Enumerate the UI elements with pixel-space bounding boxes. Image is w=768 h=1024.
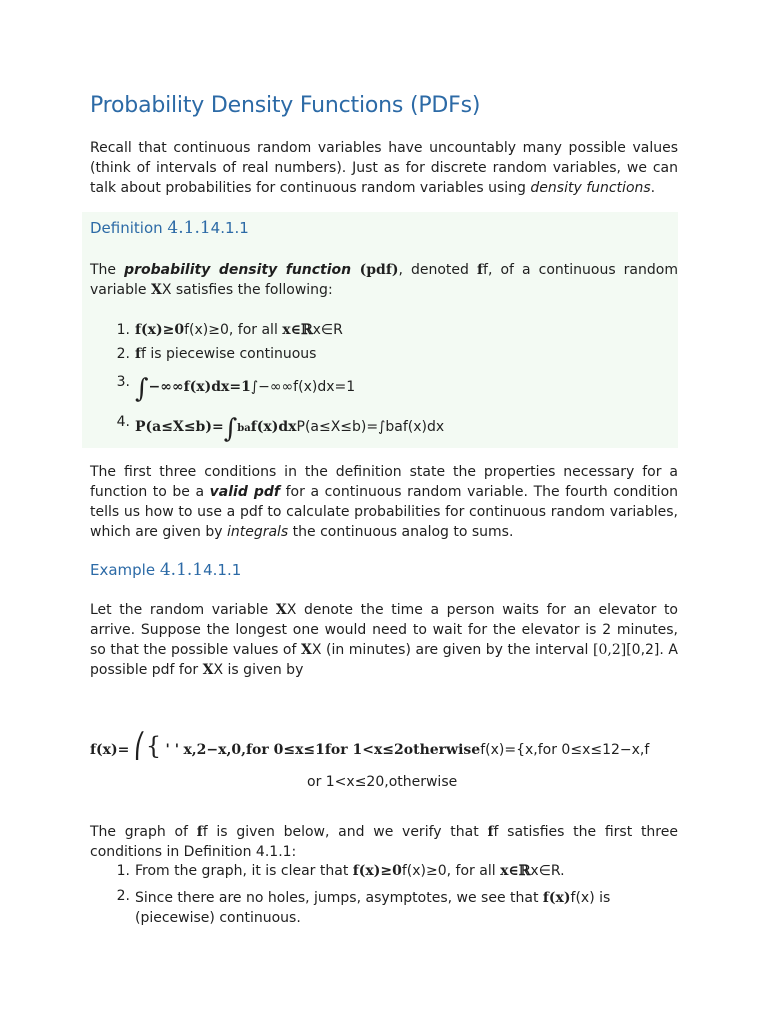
- def-text-pre: The: [90, 262, 125, 278]
- example-x-math: X: [202, 662, 214, 678]
- explanation-text-1: The first three conditions in the definition state the properties necessary for a function to be a: [90, 464, 678, 500]
- graph-paragraph: [90, 822, 678, 862]
- integrals-emphasis: integrals: [226, 524, 289, 540]
- graph-text-3: satisfies the first three conditions in Definition 4.1.1:: [90, 824, 678, 860]
- verification-math: f(x)≥0: [352, 863, 402, 879]
- interval-plain: [0,2]: [626, 642, 660, 658]
- piecewise-plain: f(x)={x,for 0≤x≤12−x,f: [480, 742, 650, 758]
- definition-body: [90, 260, 678, 300]
- verification-text: Since there are no holes, jumps, asymptotes, we see that: [135, 890, 543, 906]
- def-x-plain: X: [161, 282, 172, 298]
- condition-number: 2.: [116, 346, 130, 362]
- example-x-math: X: [275, 602, 287, 618]
- verification-plain: f(x) is (piecewise) continuous.: [135, 890, 611, 926]
- example-text-2: denote the time a person waits for an elevator to arrive. Suppose the longest one would need to wait for the elevator is 2 minutes, so that the possible values of: [90, 602, 678, 658]
- piecewise-continuation: or 1<x≤20,otherwise: [307, 774, 458, 790]
- condition-number: 4.: [116, 414, 130, 430]
- condition-text-2: x∈R: [312, 322, 343, 338]
- valid-pdf-emphasis: valid pdf: [209, 484, 281, 500]
- definition-number: 4.1.1: [167, 218, 211, 238]
- def-f-plain: f: [483, 262, 488, 278]
- example-text-5: is given by: [223, 662, 304, 678]
- interval-math: [0,2]: [593, 642, 627, 658]
- brace-left: ⎛: [133, 732, 146, 760]
- example-paragraph: [90, 600, 678, 680]
- example-x-plain: X: [213, 662, 224, 678]
- page-title: Probability Density Functions (PDFs): [90, 93, 481, 118]
- graph-f-math: f: [196, 824, 203, 840]
- condition-text: f(x)≥0, for all: [184, 322, 283, 338]
- piecewise-cases-math: x,2−x,0,for 0≤x≤1for 1<x≤2otherwise: [183, 742, 481, 758]
- example-number: 4.1.1: [159, 560, 204, 580]
- piecewise-function: [90, 732, 690, 760]
- condition-number: 3.: [116, 374, 130, 390]
- condition-text: ∫−∞∞f(x)dx=1: [250, 379, 356, 395]
- piecewise-brace: {: [145, 732, 162, 760]
- verification-plain-2: x∈R.: [530, 863, 565, 879]
- condition-text: P(a≤X≤b)=∫baf(x)dx: [296, 419, 445, 435]
- condition-math: P(a≤X≤b)=: [135, 419, 224, 435]
- graph-f-plain: f: [493, 824, 499, 840]
- condition-number: 1.: [116, 322, 130, 338]
- explanation-text-2: for a continuous random variable. The fourth condition tells us how to use a pdf to calculate probabilities for continuous random variables, which are given by: [90, 484, 679, 540]
- graph-text-1: The graph of: [90, 824, 197, 840]
- def-term: probability density function: [124, 262, 352, 278]
- def-f-math: f: [476, 262, 483, 278]
- condition-math-2: x∈ℝ: [282, 322, 313, 338]
- example-heading: [90, 560, 241, 580]
- intro-emphasis: density functions: [530, 180, 651, 196]
- def-text-mid2: , of a continuous random variable: [90, 262, 678, 298]
- graph-text-2: is given below, and we verify that: [207, 824, 488, 840]
- definition-heading: [90, 218, 249, 238]
- example-x-plain: X: [311, 642, 322, 658]
- def-x-math: X: [150, 282, 162, 298]
- integral-bounds: ba: [237, 423, 251, 434]
- example-x-math: X: [300, 642, 312, 658]
- example-text-1: Let the random variable: [90, 602, 276, 618]
- condition-math: f(x)≥0: [135, 322, 185, 338]
- condition-math-2: f(x)dx: [250, 419, 297, 435]
- def-abbr: (pdf): [351, 262, 399, 278]
- graph-f-math: f: [487, 824, 494, 840]
- def-text-mid: , denoted: [398, 262, 477, 278]
- verification-math: f(x): [542, 890, 571, 906]
- brace-ticks: ' ': [165, 742, 179, 758]
- intro-period: .: [650, 180, 656, 196]
- verification-text: From the graph, it is clear that: [135, 863, 353, 879]
- condition-math: f: [135, 346, 142, 362]
- example-text-3: (in minutes) are given by the interval: [321, 642, 593, 658]
- verification-number: 2.: [116, 888, 130, 904]
- verification-plain: f(x)≥0, for all: [401, 863, 501, 879]
- verification-number: 1.: [116, 863, 130, 879]
- def-text-post: satisfies the following:: [171, 282, 333, 298]
- integral-sign: ∫: [223, 414, 238, 444]
- condition-math: −∞∞f(x)dx=1: [148, 379, 251, 395]
- example-x-plain: X: [286, 602, 297, 618]
- conditions-explanation: [90, 462, 678, 542]
- intro-text: Recall that continuous random variables have uncountably many possible values (think of intervals of real numbers). Just as for discrete random variables, we can talk about probabilities for continuous random variables using: [90, 140, 678, 196]
- explanation-text-3: the continuous analog to sums.: [288, 524, 514, 540]
- verification-math-2: x∈ℝ: [500, 863, 531, 879]
- example-number-text: 4.1.1: [203, 561, 242, 579]
- definition-number-text: 4.1.1: [210, 219, 249, 237]
- piecewise-lhs: f(x)=: [90, 742, 130, 758]
- example-text-4: . A possible pdf for: [90, 642, 678, 678]
- definition-label: Definition: [90, 219, 168, 237]
- condition-text: f is piecewise continuous: [141, 346, 317, 362]
- integral-sign: ∫: [135, 374, 149, 404]
- intro-paragraph: [90, 138, 678, 198]
- example-label: Example: [90, 561, 160, 579]
- graph-f-plain: f: [202, 824, 208, 840]
